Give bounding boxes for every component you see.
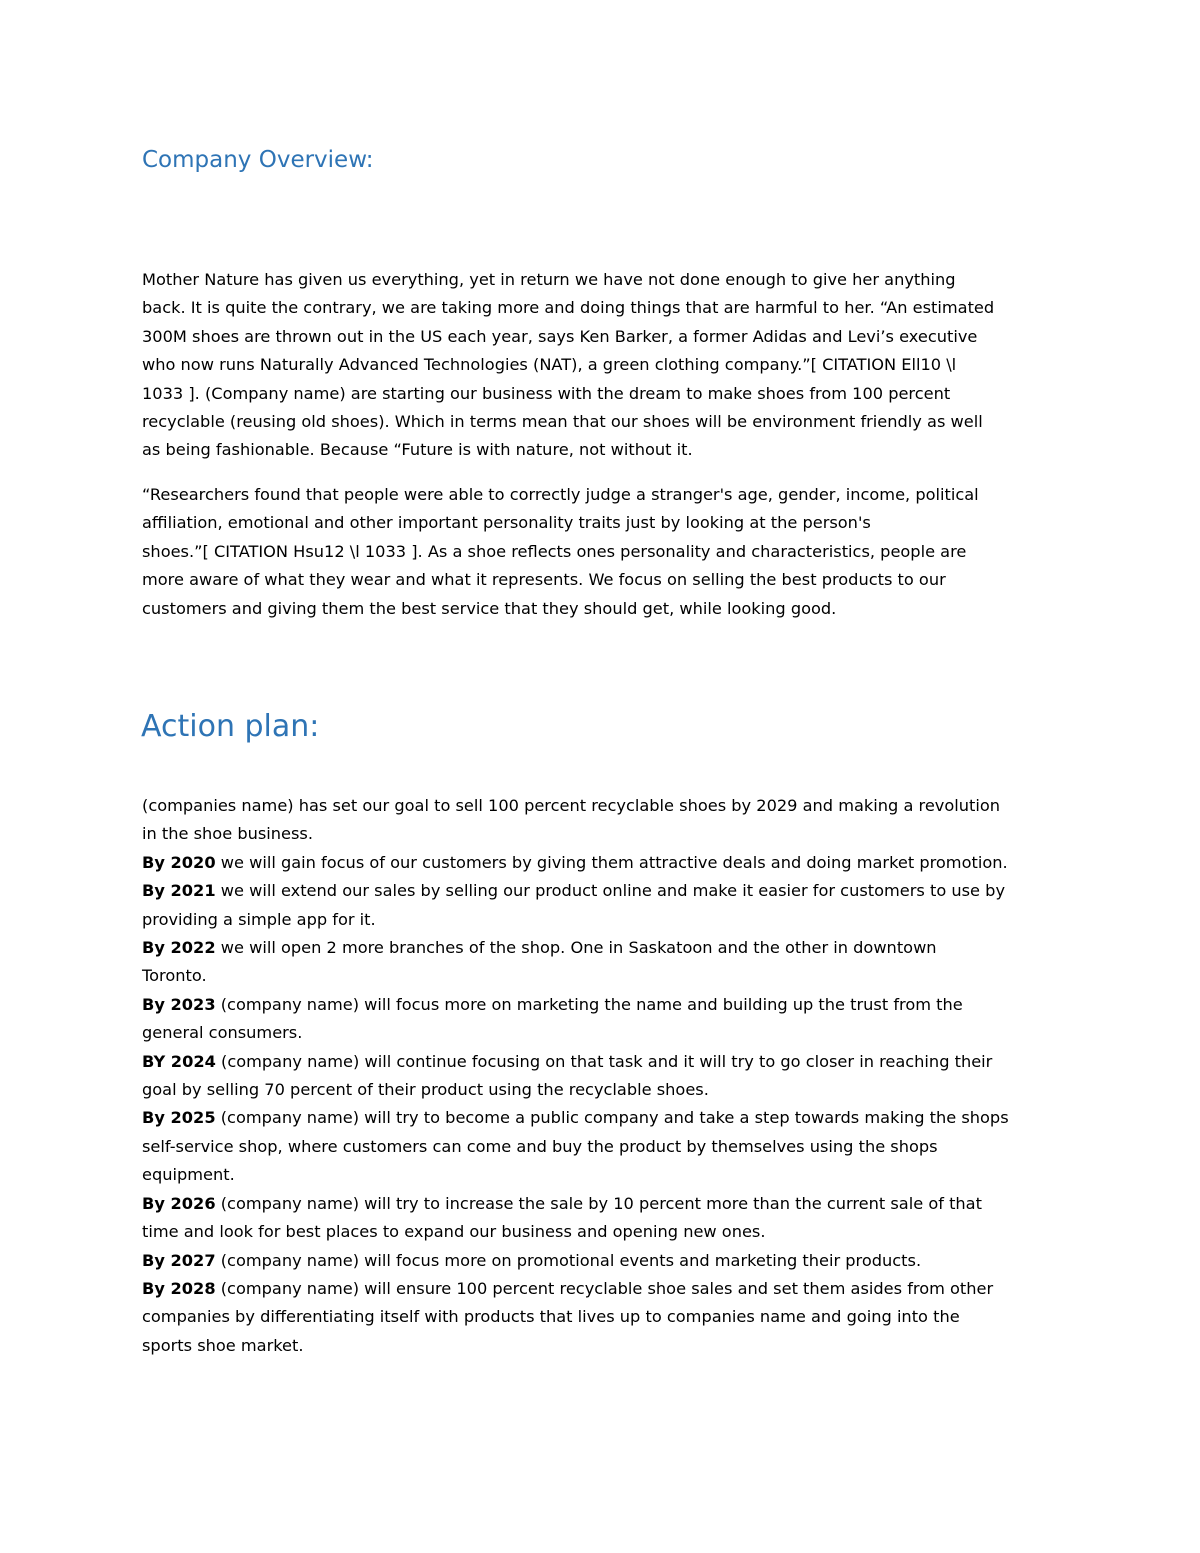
paragraph-line: shoes.”[ CITATION Hsu12 \l 1033 ]. As a shoe reflects ones personality and characteristics, people are xyxy=(142,541,967,561)
milestone-continuation: equipment. xyxy=(142,1165,235,1185)
milestone-year: By 2021 xyxy=(142,881,216,901)
milestone-continuation: providing a simple app for it. xyxy=(142,909,376,929)
paragraph-line: who now runs Naturally Advanced Technologies (NAT), a green clothing company.”[ CITATION Ell10 \l xyxy=(142,355,957,375)
milestone-continuation: Toronto. xyxy=(142,966,207,986)
milestone-year: By 2023 xyxy=(142,994,216,1014)
paragraph-line: recyclable (reusing old shoes). Which in terms mean that our shoes will be environment friendly as well xyxy=(142,412,983,432)
milestone-continuation: self-service shop, where customers can come and buy the product by themselves using the shops xyxy=(142,1136,938,1156)
paragraph-line: more aware of what they wear and what it represents. We focus on selling the best products to our xyxy=(142,570,946,590)
milestone-year: By 2026 xyxy=(142,1193,216,1213)
milestone-text: we will gain focus of our customers by giving them attractive deals and doing market promotion. xyxy=(215,852,1008,872)
action-plan-body xyxy=(142,792,1067,1360)
milestone-2020 xyxy=(142,849,1067,877)
milestone-2028 xyxy=(142,1275,1067,1303)
milestone-text: (company name) will continue focusing on that task and it will try to go closer in reaching their xyxy=(215,1051,993,1071)
milestone-text: (company name) will try to increase the sale by 10 percent more than the current sale of that xyxy=(215,1193,982,1213)
paragraph-line: 300M shoes are thrown out in the US each year, says Ken Barker, a former Adidas and Levi’s executive xyxy=(142,326,978,346)
action-plan-heading: Action plan: xyxy=(141,709,320,744)
paragraph-line: “Researchers found that people were able to correctly judge a stranger's age, gender, income, political xyxy=(142,485,979,504)
milestone-2025 xyxy=(142,1104,1067,1132)
overview-paragraph-2 xyxy=(142,481,1067,623)
milestone-text: we will extend our sales by selling our product online and make it easier for customers to use by xyxy=(215,881,1006,901)
milestone-year: By 2028 xyxy=(142,1278,216,1298)
milestone-text: (company name) will focus more on marketing the name and building up the trust from the xyxy=(215,994,963,1014)
company-overview-heading: Company Overview: xyxy=(142,147,374,173)
milestone-year: By 2022 xyxy=(142,938,216,958)
milestone-text: (company name) will focus more on promotional events and marketing their products. xyxy=(215,1250,922,1270)
milestone-text: (company name) will try to become a public company and take a step towards making the shops xyxy=(215,1108,1009,1128)
paragraph-line: customers and giving them the best service that they should get, while looking good. xyxy=(142,598,837,618)
milestone-year: By 2020 xyxy=(142,852,216,872)
overview-paragraph-1 xyxy=(142,266,1067,465)
milestone-text: (company name) will ensure 100 percent recyclable shoe sales and set them asides from other xyxy=(215,1278,994,1298)
action-plan-intro-line: (companies name) has set our goal to sell 100 percent recyclable shoes by 2029 and making a revolution xyxy=(142,796,1001,815)
paragraph-line: affiliation, emotional and other important personality traits just by looking at the person's xyxy=(142,513,871,533)
milestone-year: BY 2024 xyxy=(142,1051,216,1071)
action-plan-intro-line: in the shoe business. xyxy=(142,824,314,844)
paragraph-line: as being fashionable. Because “Future is with nature, not without it. xyxy=(142,440,693,460)
milestone-year: By 2027 xyxy=(142,1250,216,1270)
milestone-2026 xyxy=(142,1190,1067,1218)
milestone-continuation: time and look for best places to expand our business and opening new ones. xyxy=(142,1222,766,1242)
paragraph-line: Mother Nature has given us everything, yet in return we have not done enough to give her anything xyxy=(142,270,956,289)
milestone-continuation: companies by differentiating itself with products that lives up to companies name and going into the xyxy=(142,1307,960,1327)
milestone-continuation: goal by selling 70 percent of their product using the recyclable shoes. xyxy=(142,1080,709,1100)
milestone-text: we will open 2 more branches of the shop. One in Saskatoon and the other in downtown xyxy=(215,938,937,958)
milestone-2027 xyxy=(142,1247,1067,1275)
paragraph-line: back. It is quite the contrary, we are taking more and doing things that are harmful to her. “An estimated xyxy=(142,298,995,318)
milestone-2024 xyxy=(142,1048,1067,1076)
milestone-2021 xyxy=(142,877,1067,905)
milestone-2022 xyxy=(142,934,1067,962)
milestone-continuation: sports shoe market. xyxy=(142,1335,304,1355)
milestone-year: By 2025 xyxy=(142,1108,216,1128)
paragraph-line: 1033 ]. (Company name) are starting our business with the dream to make shoes from 100 percent xyxy=(142,383,951,403)
milestone-continuation: general consumers. xyxy=(142,1023,303,1043)
milestone-2023 xyxy=(142,991,1067,1019)
